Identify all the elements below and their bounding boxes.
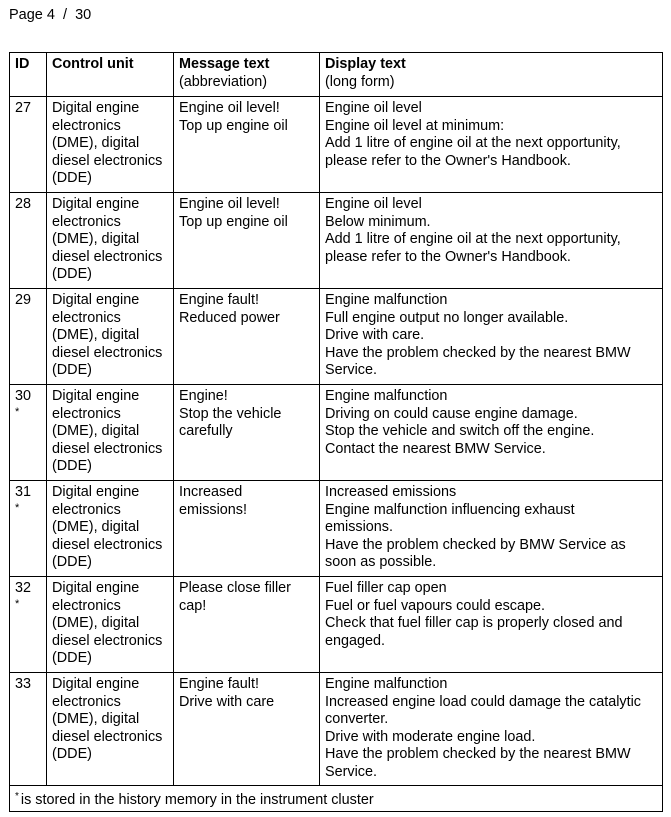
cell-display-text: Engine malfunction Full engine output no longer available. Drive with care. Have the problem checked by the nearest BMW Service. xyxy=(320,289,663,385)
message-table xyxy=(9,52,663,812)
cell-message-text: Engine fault! Drive with care xyxy=(174,673,320,786)
footnote xyxy=(10,785,663,811)
cell-message-text: Engine oil level! Top up engine oil xyxy=(174,97,320,193)
cell-id: 28 xyxy=(10,193,47,289)
cell-message-text: Engine! Stop the vehicle carefully xyxy=(174,385,320,481)
cell-display-text: Engine oil level Below minimum. Add 1 litre of engine oil at the next opportunity, please refer to the Owner's Handbook. xyxy=(320,193,663,289)
cell-display-text: Increased emissions Engine malfunction influencing exhaust emissions. Have the problem checked by BMW Service as soon as possible. xyxy=(320,481,663,577)
footnote-mark: * xyxy=(15,790,19,802)
table-row xyxy=(10,577,663,673)
cell-id: 33 xyxy=(10,673,47,786)
cell-control-unit: Digital engine electronics (DME), digital diesel electronics (DDE) xyxy=(47,97,174,193)
cell-id: 27 xyxy=(10,97,47,193)
history-star: * xyxy=(15,405,20,418)
cell-display-text: Engine malfunction Driving on could cause engine damage. Stop the vehicle and switch off the engine. Contact the nearest BMW Service. xyxy=(320,385,663,481)
cell-id: 30 * xyxy=(10,385,47,481)
cell-id: 29 xyxy=(10,289,47,385)
history-star: * xyxy=(15,501,20,514)
table-row xyxy=(10,289,663,385)
cell-message-text: Increased emissions! xyxy=(174,481,320,577)
cell-control-unit: Digital engine electronics (DME), digital diesel electronics (DDE) xyxy=(47,289,174,385)
cell-display-text: Fuel filler cap open Fuel or fuel vapours could escape. Check that fuel filler cap is properly closed and engaged. xyxy=(320,577,663,673)
cell-id: 32 * xyxy=(10,577,47,673)
cell-message-text: Engine fault! Reduced power xyxy=(174,289,320,385)
table-row xyxy=(10,193,663,289)
table-row xyxy=(10,481,663,577)
page-number: Page 4 / 30 xyxy=(9,7,92,23)
cell-control-unit: Digital engine electronics (DME), digital diesel electronics (DDE) xyxy=(47,481,174,577)
table-row xyxy=(10,97,663,193)
cell-message-text: Engine oil level! Top up engine oil xyxy=(174,193,320,289)
cell-display-text: Engine oil level Engine oil level at minimum: Add 1 litre of engine oil at the next opportunity, please refer to the Owner's Handbook. xyxy=(320,97,663,193)
cell-id: 31 * xyxy=(10,481,47,577)
cell-control-unit: Digital engine electronics (DME), digital diesel electronics (DDE) xyxy=(47,577,174,673)
table-row xyxy=(10,673,663,786)
footnote-text: is stored in the history memory in the instrument cluster xyxy=(20,791,374,808)
cell-control-unit: Digital engine electronics (DME), digital diesel electronics (DDE) xyxy=(47,385,174,481)
header-control-unit: Control unit xyxy=(47,53,174,97)
cell-display-text: Engine malfunction Increased engine load could damage the catalytic converter. Drive with moderate engine load. Have the problem checked by the nearest BMW Service. xyxy=(320,673,663,786)
header-display-text: Display text (long form) xyxy=(320,53,663,97)
cell-control-unit: Digital engine electronics (DME), digital diesel electronics (DDE) xyxy=(47,673,174,786)
cell-control-unit: Digital engine electronics (DME), digital diesel electronics (DDE) xyxy=(47,193,174,289)
table-header-row xyxy=(10,53,663,97)
history-star: * xyxy=(15,597,20,610)
cell-message-text: Please close filler cap! xyxy=(174,577,320,673)
header-id: ID xyxy=(10,53,47,97)
footnote-row xyxy=(10,785,663,811)
table-row xyxy=(10,385,663,481)
header-message-text: Message text (abbreviation) xyxy=(174,53,320,97)
